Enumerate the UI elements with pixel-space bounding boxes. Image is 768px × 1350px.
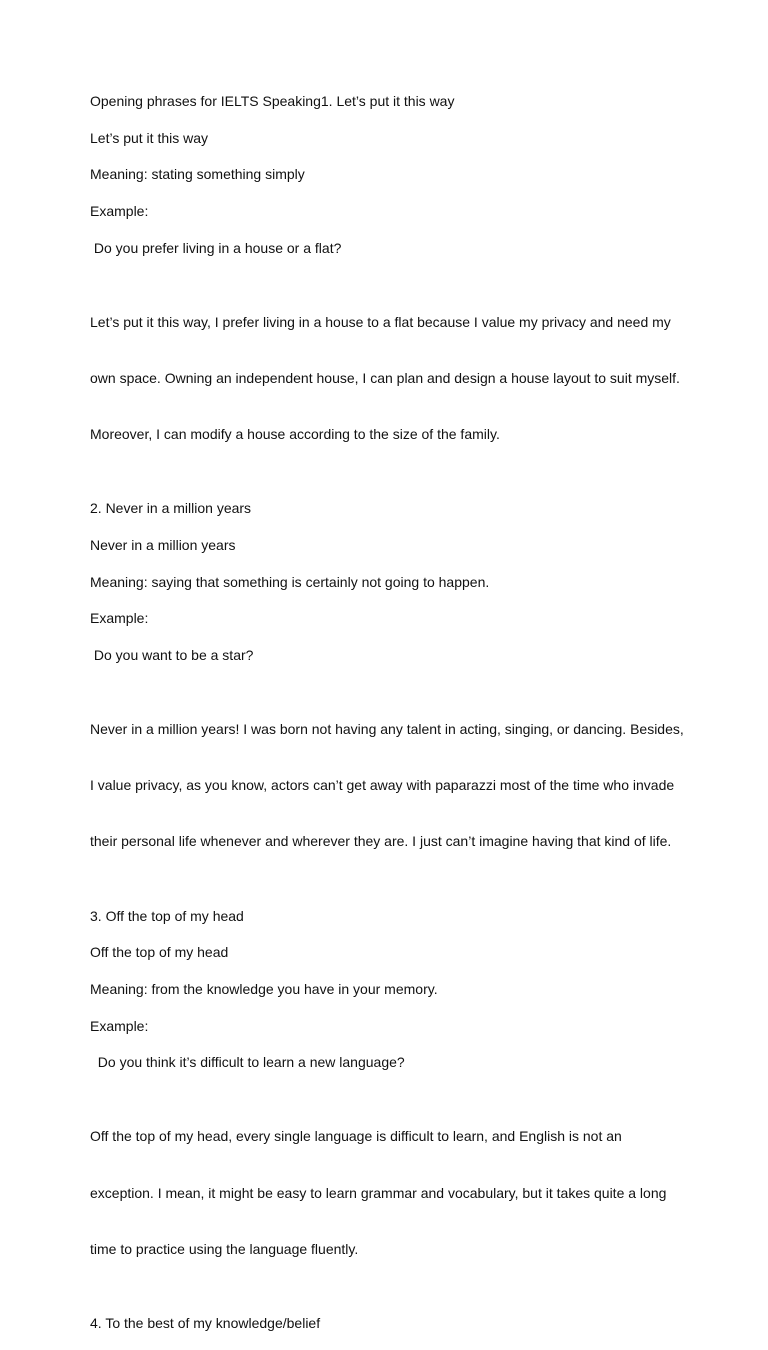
example-answer [90, 1090, 690, 1296]
example-question: Do you want to be a star? [90, 647, 254, 664]
phrase-meaning: Meaning: stating something simply [90, 166, 305, 183]
answer-line: own space. Owning an independent house, I can plan and design a house layout to suit myself. [90, 370, 680, 387]
document-body [90, 92, 690, 1350]
example-question: Do you prefer living in a house or a flat? [90, 239, 342, 256]
phrase-heading: Off the top of my head [90, 944, 229, 961]
section-heading: 3. Off the top of my head [90, 907, 244, 924]
example-answer [90, 683, 690, 889]
answer-line: I value privacy, as you know, actors can’t get away with paparazzi most of the time who invade [90, 777, 675, 794]
phrase-heading: Let’s put it this way [90, 129, 209, 146]
phrase-heading: Never in a million years [90, 536, 236, 553]
example-label: Example: [90, 203, 149, 220]
example-label: Example: [90, 1017, 149, 1034]
answer-line: Let’s put it this way, I prefer living in a house to a flat because I value my privacy and need my [90, 313, 671, 330]
section-heading: 4. To the best of my knowledge/belief [90, 1314, 321, 1331]
phrase-meaning: Meaning: saying that something is certainly not going to happen. [90, 573, 490, 590]
example-question: Do you think it’s difficult to learn a new language? [90, 1054, 405, 1071]
answer-line: Off the top of my head, every single language is difficult to learn, and English is not an [90, 1128, 622, 1145]
answer-line: their personal life whenever and wherever they are. I just can’t imagine having that kind of life. [90, 833, 672, 850]
section-heading: 2. Never in a million years [90, 500, 252, 517]
answer-line: exception. I mean, it might be easy to learn grammar and vocabulary, but it takes quite a long [90, 1184, 667, 1201]
answer-line: Moreover, I can modify a house according to the size of the family. [90, 426, 500, 443]
document-title: Opening phrases for IELTS Speaking1. Let’s put it this way [90, 93, 455, 109]
answer-line: time to practice using the language fluently. [90, 1240, 359, 1257]
example-answer [90, 276, 690, 482]
phrase-meaning: Meaning: from the knowledge you have in your memory. [90, 980, 438, 997]
example-label: Example: [90, 610, 149, 627]
answer-line: Never in a million years! I was born not having any talent in acting, singing, or dancing. Besides, [90, 721, 684, 738]
